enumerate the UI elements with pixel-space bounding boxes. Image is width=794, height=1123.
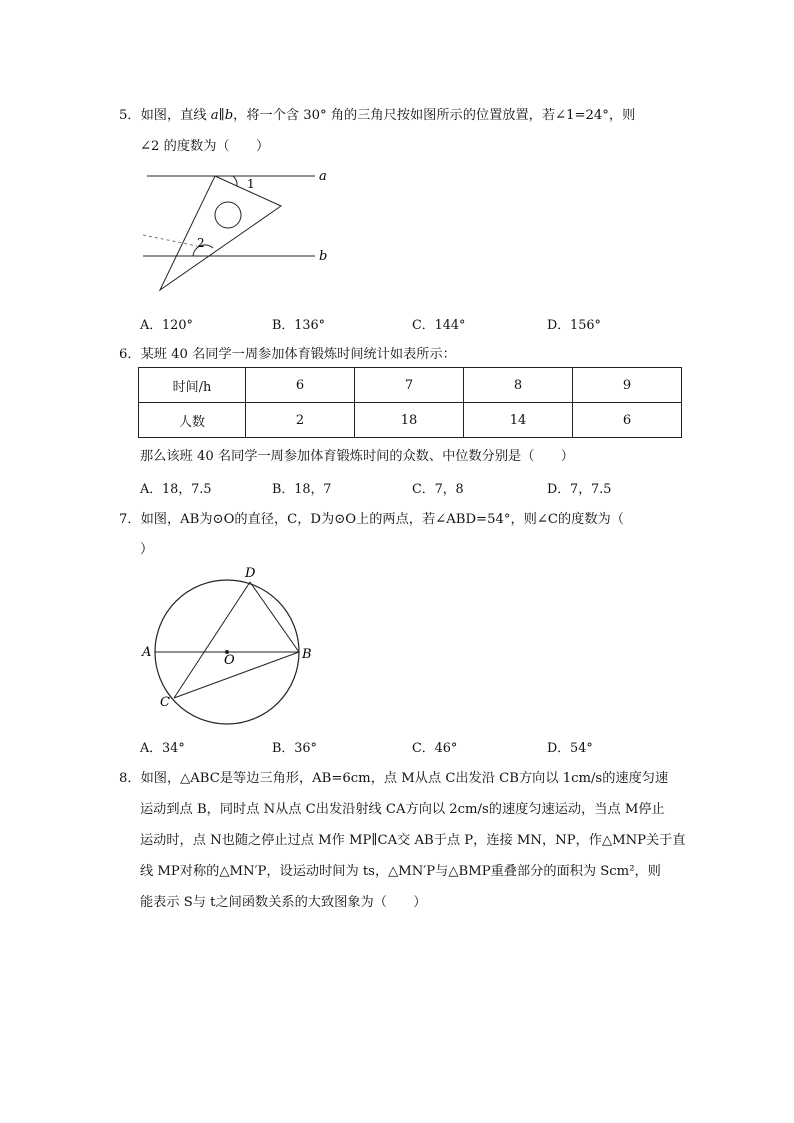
- q5-label-b: b: [319, 249, 328, 264]
- q8-line1: 8．如图，△ABC是等边三角形，AB=6cm，点 M从点 C出发沿 CB方向以 1cm/s的速度匀速: [119, 771, 669, 786]
- q7-chord-cd: [174, 582, 250, 698]
- q7-label-a: A: [142, 645, 152, 660]
- table-cell: 8: [464, 368, 573, 403]
- q6-question: 那么该班 40 名同学一周参加体育锻炼时间的众数、中位数分别是（ ）: [140, 449, 574, 464]
- q5-line1-rest: ，将一个含 30° 角的三角尺按如图所示的位置放置，若∠1=24°，则: [233, 108, 636, 123]
- q7-label-d: D: [245, 566, 256, 581]
- table-cell: 7: [355, 368, 464, 403]
- q5-parallel: ∥: [218, 108, 225, 123]
- q7-chord-cb: [174, 652, 299, 698]
- table-cell: 9: [573, 368, 682, 403]
- q8-line4: 线 MP对称的△MN′P，设运动时间为 ts，△MN′P与△BMP重叠部分的面积为 Scm²，则: [140, 864, 661, 879]
- q6-table: [138, 367, 682, 438]
- q6-option-b[interactable]: B．18，7: [272, 482, 332, 497]
- q5-option-b[interactable]: B．136°: [272, 318, 326, 333]
- q6-option-a[interactable]: A．18，7.5: [140, 482, 212, 497]
- q7-option-c[interactable]: C．46°: [412, 741, 458, 756]
- q7-chord-db: [250, 582, 299, 652]
- q5-figure: [135, 160, 345, 300]
- table-cell: 14: [464, 403, 573, 438]
- q5-line-b: b: [224, 108, 234, 123]
- q7-figure: [138, 562, 318, 727]
- q7-option-b[interactable]: B．36°: [272, 741, 317, 756]
- q8-line5: 能表示 S与 t之间函数关系的大致图象为（ ）: [140, 895, 427, 910]
- table-header-cell: 人数: [139, 403, 246, 438]
- q6-option-c[interactable]: C．7，8: [412, 482, 464, 497]
- q7-label-b: B: [302, 647, 312, 662]
- q5-option-d[interactable]: D．156°: [547, 318, 601, 333]
- table-cell: 6: [573, 403, 682, 438]
- q5-line2: ∠2 的度数为（ ）: [140, 139, 270, 154]
- q8-line2: 运动到点 B，同时点 N从点 C出发沿射线 CA方向以 2cm/s的速度匀速运动，当点 M停止: [140, 802, 665, 817]
- q5-option-c[interactable]: C．144°: [412, 318, 466, 333]
- q5-label-2: 2: [197, 236, 205, 250]
- q6-option-d[interactable]: D．7，7.5: [547, 482, 612, 497]
- table-row: [139, 403, 682, 438]
- q5-dashed-line: [143, 235, 197, 246]
- q7-line1: 7．如图，AB为⊙O的直径，C，D为⊙O上的两点，若∠ABD=54°，则∠C的度数为（: [119, 512, 624, 527]
- table-cell: 2: [246, 403, 355, 438]
- table-row: [139, 368, 682, 403]
- q6-title: 6．某班 40 名同学一周参加体育锻炼时间统计如表所示：: [119, 347, 456, 362]
- q8-line3: 运动时，点 N也随之停止过点 M作 MP∥CA交 AB于点 P，连接 MN，NP，作△MNP关于直: [140, 833, 686, 848]
- q5-triangle: [160, 176, 281, 290]
- q5-line-a: a: [210, 108, 219, 123]
- q7-line2: ）: [140, 542, 154, 557]
- q7-option-d[interactable]: D．54°: [547, 741, 593, 756]
- q5-triangle-hole: [215, 202, 241, 228]
- q5-line1: [119, 104, 635, 123]
- q5-option-a[interactable]: A．120°: [140, 318, 193, 333]
- table-header-cell: 时间/h: [139, 368, 246, 403]
- table-cell: 6: [246, 368, 355, 403]
- q7-label-c: C: [160, 695, 170, 710]
- q5-label-1: 1: [247, 177, 255, 191]
- q7-option-a[interactable]: A．34°: [140, 741, 185, 756]
- table-cell: 18: [355, 403, 464, 438]
- q7-label-o: O: [224, 653, 235, 668]
- q5-line1-prefix: 5．如图，直线: [119, 108, 211, 123]
- q5-label-a: a: [319, 169, 327, 184]
